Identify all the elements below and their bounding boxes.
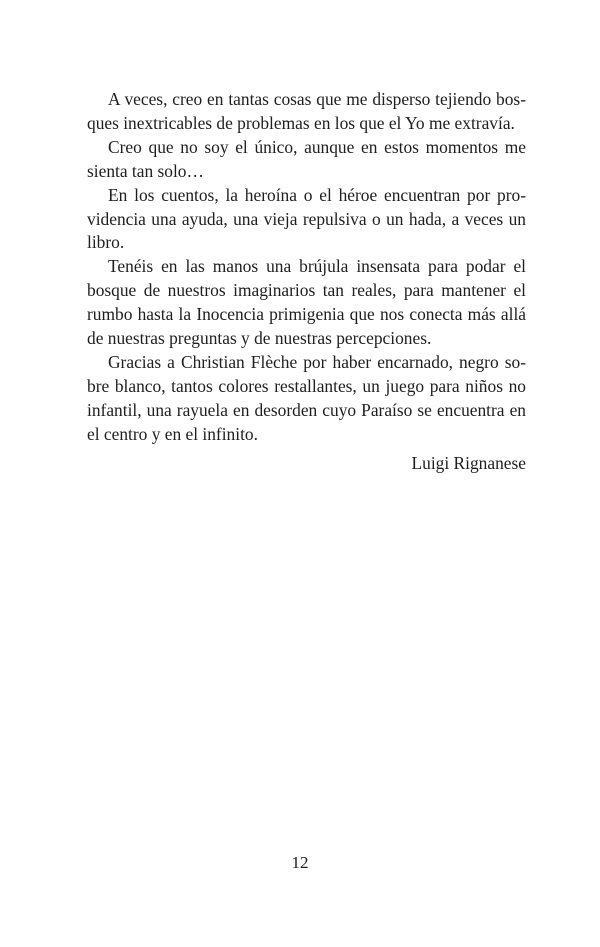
paragraph: Creo que no soy el único, aunque en estos momentos me sienta tan solo… [87, 136, 526, 181]
body-text [87, 88, 526, 447]
paragraph: Tenéis en las manos una brújula insensata para podar el bosque de nuestros imaginarios tan reales, para mantener el rumbo hasta la Inocencia primigenia que nos conecta más allá de nuestras preguntas y de nuestras percepciones. [87, 256, 526, 349]
paragraph: Gracias a Christian Flèche por haber encarnado, negro sobre blanco, tantos colores restallantes, un juego para niños no infantil, una rayuela en desorden cuyo Paraíso se encuentra en el centro y en el infinito. [87, 351, 526, 444]
paragraph: En los cuentos, la heroína o el héroe encuentran por providencia una ayuda, una vieja repulsiva o un hada, a veces un libro. [87, 184, 526, 253]
author-signature: Luigi Rignanese [411, 453, 526, 473]
page-number: 12 [291, 853, 309, 872]
paragraph: A veces, creo en tantas cosas que me disperso tejiendo bosques inextricables de problemas en los que el Yo me extravía. [87, 89, 526, 133]
